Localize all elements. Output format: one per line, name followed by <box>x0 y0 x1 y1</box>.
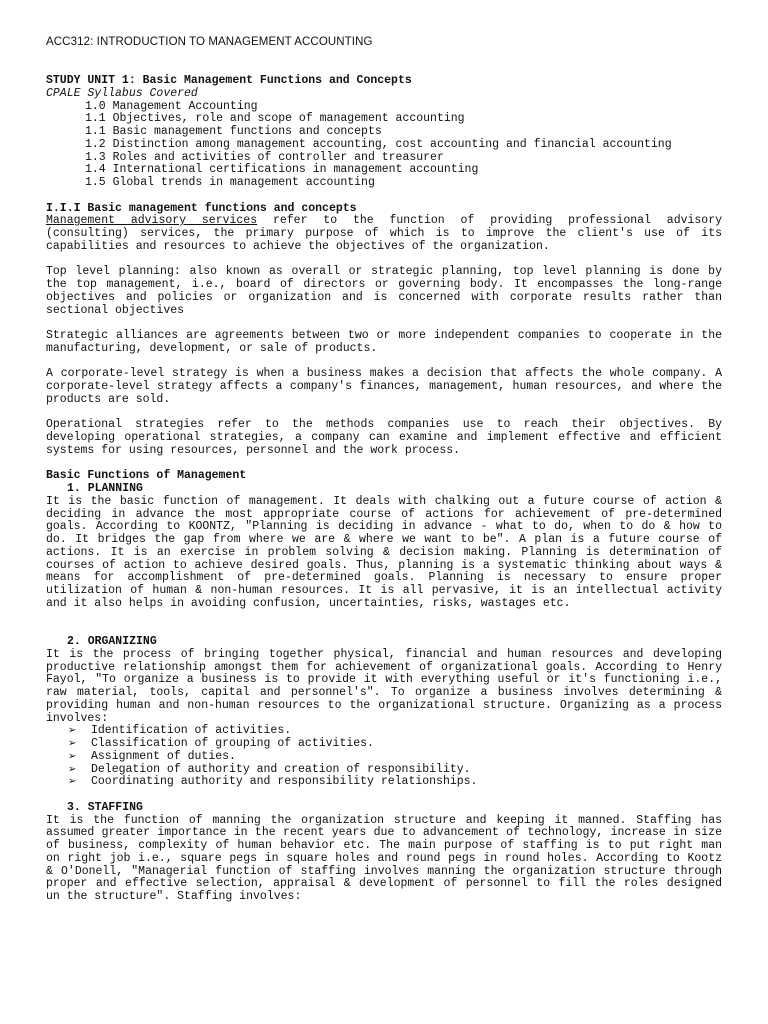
syllabus-item: 1.2 Distinction among management accounting, cost accounting and financial accounting <box>85 137 672 151</box>
syllabus-item: 1.1 Basic management functions and concepts <box>85 125 382 138</box>
functions-heading: Basic Functions of Management <box>46 469 247 483</box>
top-level-paragraph: Top level planning: also known as overall or strategic planning, top level planning is done by the top management, i.e., board of directors or governing body. It encompasses the long-range objectives and policies or organization and is concerned with corporate results rather than sectional objectives <box>46 265 722 317</box>
advisory-term: Management advisory services <box>46 214 258 228</box>
staffing-paragraph: It is the function of manning the organization structure and keeping it manned. Staffing has assumed greater importance in the recent years due to advancement of technology, increase in size of business, complexity of human behavior etc. The main purpose of staffing is to put right man on right job i.e., square pegs in square holes and round pegs in round holes. According to Kootz & O'Donell, "Managerial function of staffing involves manning the organization structure through proper and effective selection, appraisal & development of personnel to fill the roles designed un the structure". Staffing involves: <box>46 813 722 903</box>
staffing-heading: 3. STAFFING <box>67 800 143 814</box>
arrow-bullet-icon: ➢ <box>68 738 77 749</box>
planning-heading: 1. PLANNING <box>67 482 143 495</box>
advisory-paragraph <box>46 215 722 253</box>
syllabus-label: CPALE Syllabus Covered <box>46 86 198 100</box>
syllabus-item: 1.0 Management Accounting <box>85 99 258 113</box>
syllabus-item: 1.4 International certifications in management accounting <box>85 163 479 177</box>
syllabus-item: 1.1 Objectives, role and scope of management accounting <box>85 112 465 126</box>
organizing-paragraph: It is the process of bringing together physical, financial and human resources and developing productive relationship amongst them for achievement of organizational goals. According to Henry Fayol, "To organize a business is to provide it with everything useful or it's functioning i.e., raw material, tools, capital and personnel's". To organize a business involves determining & providing human and non-human resources to the organizational structure. Organizing as a process involves: <box>46 647 722 725</box>
page-header: ACC312: INTRODUCTION TO MANAGEMENT ACCOUNTING <box>46 36 373 48</box>
syllabus-list <box>46 101 722 190</box>
list-item: ➢ Identification of activities. <box>68 724 292 738</box>
arrow-bullet-icon: ➢ <box>68 776 77 788</box>
document-body <box>46 75 722 904</box>
advisory-text: refer to the function of providing professional advisory (consulting) services, the primary purpose of which is to improve the client's use of its capabilities and resources to achieve the objectives of the organization. <box>46 214 723 253</box>
arrow-bullet-icon: ➢ <box>68 750 77 762</box>
planning-paragraph: It is the basic function of management. It deals with chalking out a future course of action & deciding in advance the most appropriate course of actions for achievement of pre-determined goals. According to KOONTZ, "Planning is deciding in advance - what to do, when to do & how to do. It bridges the gap from where we are & where we want to be". A plan is a future course of actions. It is an exercise in problem solving & decision making. Planning is determination of courses of action to achieve desired goals. Thus, planning is a systematic thinking about ways & means for accomplishment of pre-determined goals. Planning is necessary to ensure proper utilization of human & non-human resources. It is all pervasive, it is an intellectual activity and it also helps in avoiding confusion, uncertainties, risks, wastages etc. <box>46 494 722 610</box>
list-item: ➢ Classification of grouping of activities. <box>68 737 374 750</box>
syllabus-item: 1.3 Roles and activities of controller and treasurer <box>85 150 444 164</box>
list-item: ➢ Assignment of duties. <box>68 749 236 763</box>
study-unit-title: STUDY UNIT 1: Basic Management Functions and Concepts <box>46 74 412 87</box>
organizing-heading: 2. ORGANIZING <box>67 635 157 648</box>
section-heading: I.I.I Basic management functions and concepts <box>46 201 357 215</box>
corporate-paragraph: A corporate-level strategy is when a business makes a decision that affects the whole company. A corporate-level strategy affects a company's finances, management, human resources, and where the products are sold. <box>46 367 722 406</box>
list-item: ➢ Delegation of authority and creation of responsibility. <box>68 762 471 776</box>
arrow-bullet-icon: ➢ <box>68 725 77 737</box>
organizing-list <box>46 725 722 789</box>
alliances-paragraph: Strategic alliances are agreements between two or more independent companies to cooperate in the manufacturing, development, or sale of products. <box>46 329 722 355</box>
list-item: ➢ Coordinating authority and responsibility relationships. <box>68 775 478 789</box>
arrow-bullet-icon: ➢ <box>68 763 77 775</box>
operational-paragraph: Operational strategies refer to the methods companies use to reach their objectives. By developing operational strategies, a company can examine and implement effective and efficient systems for using resources, personnel and the work process. <box>46 418 722 457</box>
syllabus-item: 1.5 Global trends in management accounting <box>85 176 375 189</box>
